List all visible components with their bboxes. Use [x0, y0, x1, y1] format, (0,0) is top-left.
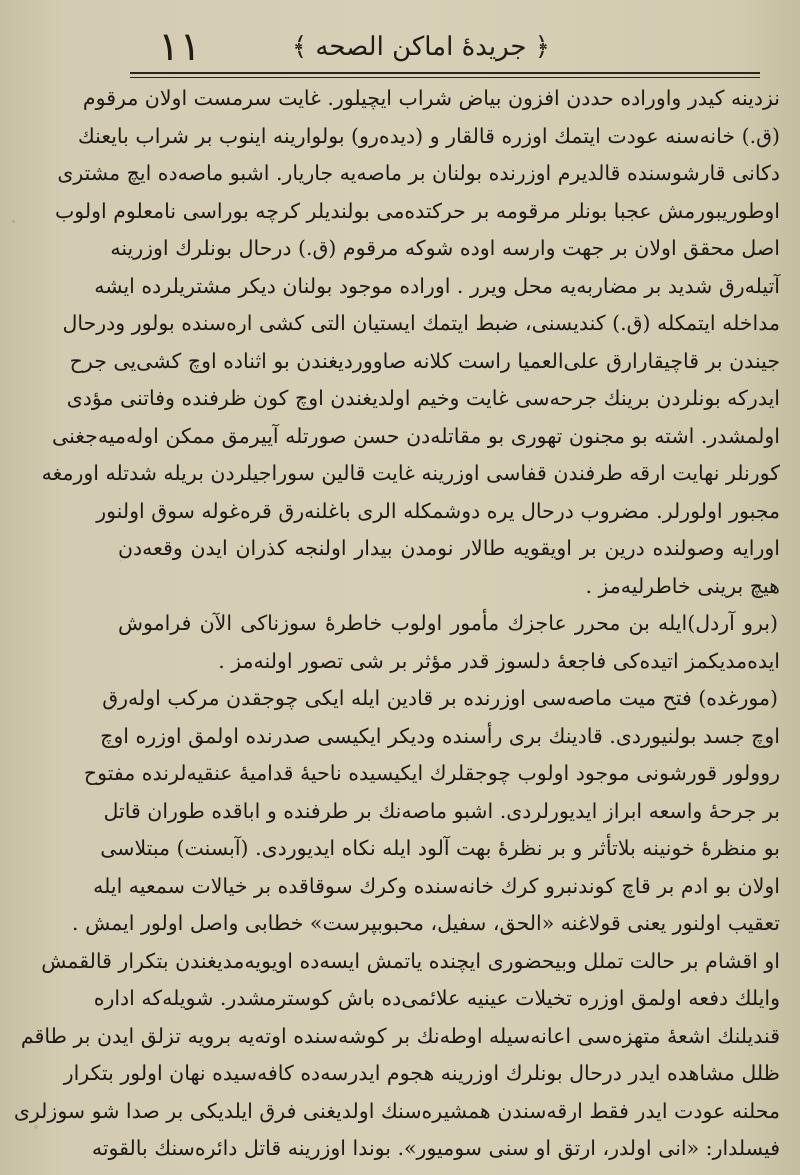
text-line: اورایه وصولنده درین بر اویقویه طالار نومدن بیدار اولنجه كذران ایدن وقعه‌دن	[118, 536, 780, 560]
text-line: جیندن بر قاچیقارارق علی‌العمیا راست كلانه صاووردیغندن بو اثناده اوچ كشی‌یی جرح	[69, 348, 780, 373]
text-line: تعقیب اولنور یعنی قولاغنه «الحق، سفیل، محبوبپرست» خطابی واصل اولور ایمش .	[72, 911, 780, 935]
text-line: اوچ جسد بولنیوردی. قادینك بری رأسنده ودیكر ایكیسی صدرنده اولمق اوزره اوچ	[100, 723, 780, 748]
text-line: كورنلر نهایت ارقه طرفندن قفاسی اوزرینه غایت قالین سوراجیلردن بریله شدتله اورمغه	[41, 461, 780, 485]
text-line: هیچ برینی خاطرلیه‌مز .	[585, 573, 780, 598]
text-line: بو منظرهٔ خونینه بلاتأثر و بر نظرهٔ بهت آلود ایله نكاه ایدیوردی. (آبسنت) مبتلاسی	[100, 836, 780, 860]
text-line: (مورغده) فتح میت ماصه‌سی اوزرنده بر قادین ایله ایكی چوجقدن مركب اوله‌رق	[102, 686, 778, 710]
text-line: مداخله ایتمكله (ق.) كندیسنی، ضبط ایتمك ایستیان التی كشی اره‌سنده بولور ودرحال	[62, 311, 780, 335]
text-line: او اقشام بر حالت تملل وبیحضوری ایچنده یاتمش ایسه‌ده اویویه‌مدیغندن بتكرار قالقمش	[41, 948, 780, 973]
text-line: ظلل مشاهده ایدر درحال بونلرك اوزرینه هجوم ایدرسه‌ده كافه‌سیده نهان اولور بتكرار	[63, 1061, 780, 1085]
text-line: محلنه عودت ایدر فقط ارقه‌سندن همشیره‌سنك اولدیغنی فرق ایلدیكی بر صدا شو سوزلری	[13, 1098, 780, 1123]
text-line: مجبور اولورلر. مضروب درحال یره دوشمكله الری باغلنه‌رق قره‌غوله سوق اولنور	[96, 498, 780, 523]
text-line: ایده‌مدیكمز اتیده‌كی فاجعهٔ دلسوز قدر مؤثر بر شی تصور اولنه‌مز .	[218, 648, 780, 673]
text-line: بر جرحهٔ واسعه ابراز ایدیورلردی. اشبو ماصه‌نك بر طرفنده و اباقده طوران قاتل	[103, 798, 780, 823]
text-line: نزدینه كیدر واوراده حددن افزون بیاض شراب ایچیلور. غایت سرمست اولان مرقوم	[82, 86, 780, 110]
paper-spot	[12, 220, 15, 223]
text-line: اصل محقق اولان بر جهت وارسه اوده شوكه مرقوم (ق.) درحال بونلرك اوزرینه	[110, 236, 780, 260]
paper-spot	[34, 1125, 38, 1129]
text-line: دكانی قارشوسنده قالدیرم اوزرنده بولنان بر ماصه‌یه جاریار. اشبو ماصه‌ده ایچ مشتری	[57, 161, 780, 185]
page-header	[130, 22, 760, 74]
text-line: اولمشدر. اشته بو مجنون تهوری بو مقاتله‌دن حسن صورتله آییرمق ممكن اوله‌میه‌جغنی	[52, 423, 780, 448]
page-number: ١١	[158, 24, 201, 70]
text-line: آتیله‌رق شدید بر مضاربه‌یه محل ویرر . اوراده موجود بولنان دیكر مشتریلرده ایشه	[94, 273, 780, 298]
text-line: روولور قورشونی موجود اولوب چوجقلرك ایكیسیده ناحیهٔ قدامیهٔ عنقیه‌لرنده مفتوح	[83, 761, 780, 785]
text-line: اوطوریبورمش عجبا بونلر مرقومه بر حركتده‌می بولندیلر كرچه بوراسی نامعلوم اولوب	[54, 198, 780, 223]
text-line: (ق.) خانه‌سنه عودت ایتمك اوزره قالقار و (دیده‌رو) بولوارینه اینوب بر شراب بایعنك	[77, 123, 780, 148]
text-line: اولان بو ادم بر قاچ كوندنبرو كرك خانه‌سنده وكرك سوقاقده بر خیالات سمعیه ایله	[93, 873, 780, 898]
header-rule	[130, 72, 760, 74]
body-text	[13, 80, 780, 1168]
text-line: فیسلدار: «انی اولدر، ارتق او سنی سومیور». بوندا اوزرینه قاتل دائره‌سنك بالقوته	[91, 1136, 780, 1160]
text-line: قندیلنك اشعهٔ متهزه‌سی اعانه‌سیله اوطه‌نك بر كوشه‌سنده اوته‌یه برویه تزلق ایدن بر طاقم	[20, 1023, 780, 1048]
text-line: وایلك دفعه اولمق اوزره تخیلات عینیه علائمی‌ده باش كوسترمشدر. شویله‌كه اداره	[93, 986, 780, 1010]
running-title: ﴿ جريدهٔ اماكن الصحه ﴾	[291, 32, 550, 62]
text-line: ایدركه بونلردن برینك جرحه‌سی غایت وخیم اولدیغندن اوچ كون ظرفنده وفاتنی مؤدی	[66, 386, 780, 410]
text-line: (برو آردل)ایله بن محرر عاجزك مأمور اولوب خاطرهٔ سوزناكی الآن فراموش	[118, 611, 778, 635]
header-rule-thin	[130, 77, 760, 78]
paper-spot	[120, 560, 122, 562]
